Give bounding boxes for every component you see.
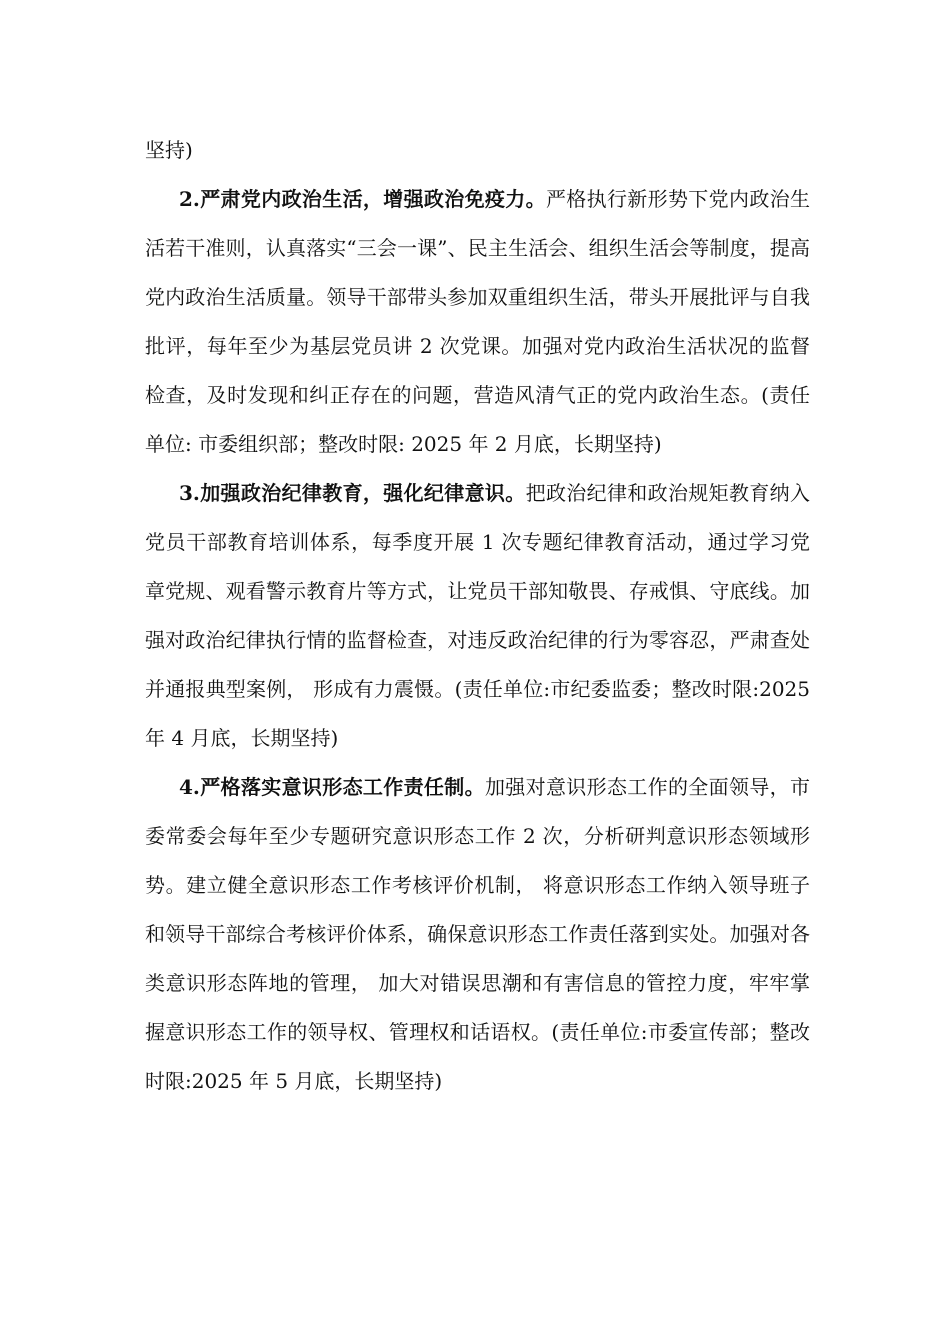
paragraph-continuation xyxy=(145,126,810,175)
paragraph-body: 严格执行新形势下党内政治生活若干准则，认真落实“三会一课”、民主生活会、组织生活会等制度，提高党内政治生活质量。领导干部带头参加双重组织生活，带头开展批评与自我批评，每年至少为基层党员讲 2 次党课。加强对党内政治生活状况的监督检查，及时发现和纠正存在的问题，营造风清气正的党内政治生态。(责任单位: 市委组织部；整改时限: 2025 年 2 月底，长期坚持) xyxy=(145,187,810,456)
paragraph-body: 加强对意识形态工作的全面领导，市委常委会每年至少专题研究意识形态工作 2 次，分析研判意识形态领域形势。建立健全意识形态工作考核评价机制， 将意识形态工作纳入领导班子和领导干部综合考核评价体系，确保意识形态工作责任落到实处。加强对各类意识形态阵地的管理， 加大对错误思潮和有害信息的管控力度，牢牢掌握意识形态工作的领导权、管理权和话语权。(责任单位:市委宣传部；整改时限:2025 年 5 月底，长期坚持) xyxy=(145,775,810,1093)
paragraph-item-3 xyxy=(145,469,810,763)
paragraph-item-4 xyxy=(145,763,810,1106)
paragraph-body: 把政治纪律和政治规矩教育纳入党员干部教育培训体系，每季度开展 1 次专题纪律教育活动，通过学习党章党规、观看警示教育片等方式，让党员干部知敬畏、存戒惧、守底线。加强对政治纪律执行情的监督检查，对违反政治纪律的行为零容忍，严肃查处并通报典型案例， 形成有力震慑。(责任单位:市纪委监委；整改时限:2025 年 4 月底，长期坚持) xyxy=(145,481,810,750)
paragraph-heading: 2.严肃党内政治生活，增强政治免疫力。 xyxy=(179,187,546,211)
paragraph-body: 坚持) xyxy=(145,138,193,162)
document-body xyxy=(145,126,810,1106)
paragraph-item-2 xyxy=(145,175,810,469)
paragraph-heading: 3.加强政治纪律教育，强化纪律意识。 xyxy=(179,481,526,505)
paragraph-heading: 4.严格落实意识形态工作责任制。 xyxy=(179,775,485,799)
